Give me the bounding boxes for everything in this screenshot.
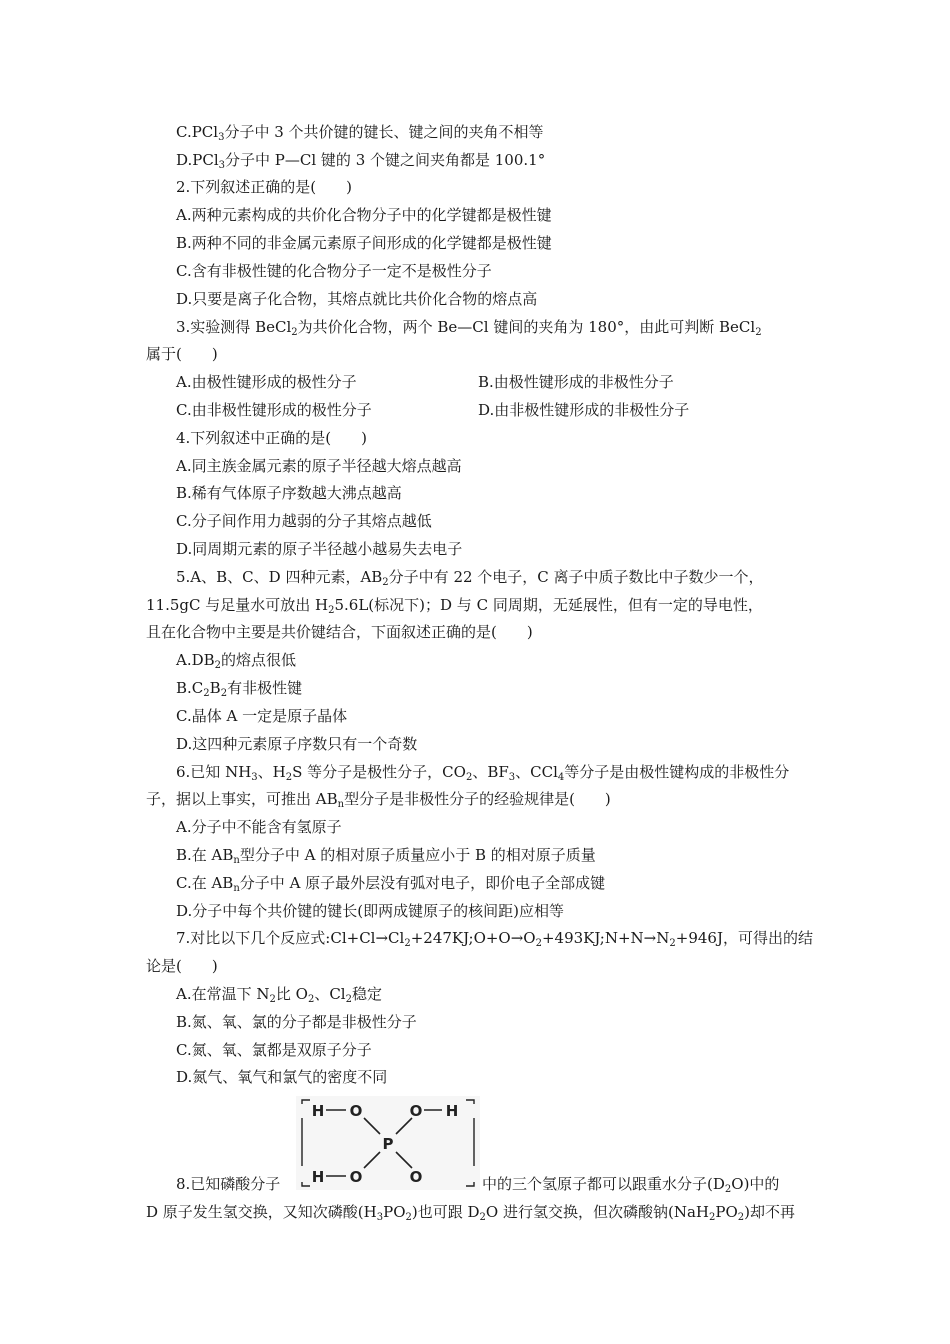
q6-stem-line1: 6.已知 $NH_3$、$H_2S$ 等分子是极性分子，$CO_2$、$BF_3$、CCl$_4$等分子是由极性键构成的非极性分 — [176, 763, 790, 783]
q7-stem-line2: 论是( ) — [146, 957, 218, 975]
q2-option-b: B.两种不同的非金属元素原子间形成的化学键都是极性键 — [176, 234, 552, 252]
q8-stem-part1: 8.已知磷酸分子 — [176, 1175, 281, 1193]
atom-h-bottom-left: H — [311, 1168, 325, 1186]
q8-stem-line2: D 原子发生氢交换，又知次磷酸$(H_3PO_2)$也可跟 $D_2O$ 进行氢交换，但次磷酸钠$(NaH_2PO_2)$却不再 — [146, 1203, 795, 1223]
structure-diagram — [296, 1096, 480, 1190]
q7-option-c: C.氮、氧、氯都是双原子分子 — [176, 1041, 372, 1059]
q5-option-b: $B.C_2B_2$有非极性键 — [176, 679, 303, 699]
q7-option-a: A.在常温下 $N_2$比 $O_2$、$Cl_2$稳定 — [176, 985, 382, 1005]
q3-option-a: A.由极性键形成的极性分子 — [176, 373, 357, 391]
q7-stem-line1: 7.对比以下几个反应式$:Cl+Cl\to Cl_2+247KJ;O+O\to O_2+493KJ;N+N\to N_2+946J$，可得出的结 — [176, 929, 813, 949]
q3-option-b: B.由极性键形成的非极性分子 — [478, 373, 674, 391]
q6-option-c: C.在 $AB_n$分子中 A 原子最外层没有弧对电子，即价电子全部成键 — [176, 874, 606, 894]
q2-option-d: D.只要是离子化合物，其熔点就比共价化合物的熔点高 — [176, 290, 538, 308]
q6-option-b: B.在 $AB_n$型分子中 A 的相对原子质量应小于 B 的相对原子质量 — [176, 846, 596, 866]
q3-stem-line2: 属于( ) — [146, 345, 218, 363]
q5-stem-line2: 11.5gC 与足量水可放出 $H_25.6L$(标况下)；D 与 C 同周期，无延展性，但有一定的导电性， — [146, 596, 763, 616]
q5-stem-line3: 且在化合物中主要是共价键结合，下面叙述正确的是( ) — [146, 623, 533, 641]
q6-option-a: A.分子中不能含有氢原子 — [176, 818, 342, 836]
q7-option-d: D.氮气、氧气和氯气的密度不同 — [176, 1068, 388, 1086]
q4-option-b: B.稀有气体原子序数越大沸点越高 — [176, 484, 402, 502]
q6-stem-line2: 子，据以上事实，可推出 $AB_n$型分子是非极性分子的经验规律是( ) — [146, 790, 611, 810]
q4-stem: 4.下列叙述中正确的是( ) — [176, 429, 368, 447]
q5-stem-line1: 5.A、B、C、D 四种元素，$AB_2$分子中有 22 个电子，C 离子中质子数比中子数少一个， — [176, 568, 764, 588]
q7-option-b: B.氮、氧、氯的分子都是非极性分子 — [176, 1013, 417, 1031]
atom-o-bottom-right: O — [409, 1168, 423, 1186]
q1-option-c: C.PCl$_3$分子中 3 个共价键的键长、键之间的夹角不相等 — [176, 123, 544, 143]
atom-p-center: P — [382, 1135, 394, 1153]
q5-option-a: $A.DB_2$的熔点很低 — [176, 651, 297, 671]
q2-stem: 2.下列叙述正确的是( ) — [176, 178, 353, 196]
q3-option-c: C.由非极性键形成的极性分子 — [176, 401, 372, 419]
atom-o-bottom-left: O — [349, 1168, 363, 1186]
q4-option-d: D.同周期元素的原子半径越小越易失去电子 — [176, 540, 463, 558]
q5-option-c: C.晶体 A 一定是原子晶体 — [176, 707, 348, 725]
q1-option-d: D.PCl$_3$分子中 P—Cl 键的 3 个键之间夹角都是 100.1° — [176, 151, 546, 171]
q4-option-c: C.分子间作用力越弱的分子其熔点越低 — [176, 512, 432, 530]
atom-o-top-left: O — [349, 1102, 363, 1120]
atom-o-top-right: O — [409, 1102, 423, 1120]
q5-option-d: D.这四种元素原子序数只有一个奇数 — [176, 735, 418, 753]
atom-h-top-left: H — [311, 1102, 325, 1120]
q2-option-c: C.含有非极性键的化合物分子一定不是极性分子 — [176, 262, 492, 280]
q4-option-a: A.同主族金属元素的原子半径越大熔点越高 — [176, 457, 462, 475]
q8-stem-part2: 中的三个氢原子都可以跟重水分子$(D_2O)$中的 — [482, 1175, 780, 1195]
q2-option-a: A.两种元素构成的共价化合物分子中的化学键都是极性键 — [176, 206, 552, 224]
q3-stem-line1: 3.实验测得 BeCl$_2$为共价化合物，两个 Be—Cl 键间的夹角为 180°，由此可判断 BeCl$_2$ — [176, 318, 762, 338]
q6-option-d: D.分子中每个共价键的键长(即两成键原子的核间距)应相等 — [176, 902, 564, 920]
atom-h-top-right: H — [445, 1102, 459, 1120]
q3-option-d: D.由非极性键形成的非极性分子 — [478, 401, 690, 419]
phosphoric-acid-structure — [296, 1096, 480, 1190]
